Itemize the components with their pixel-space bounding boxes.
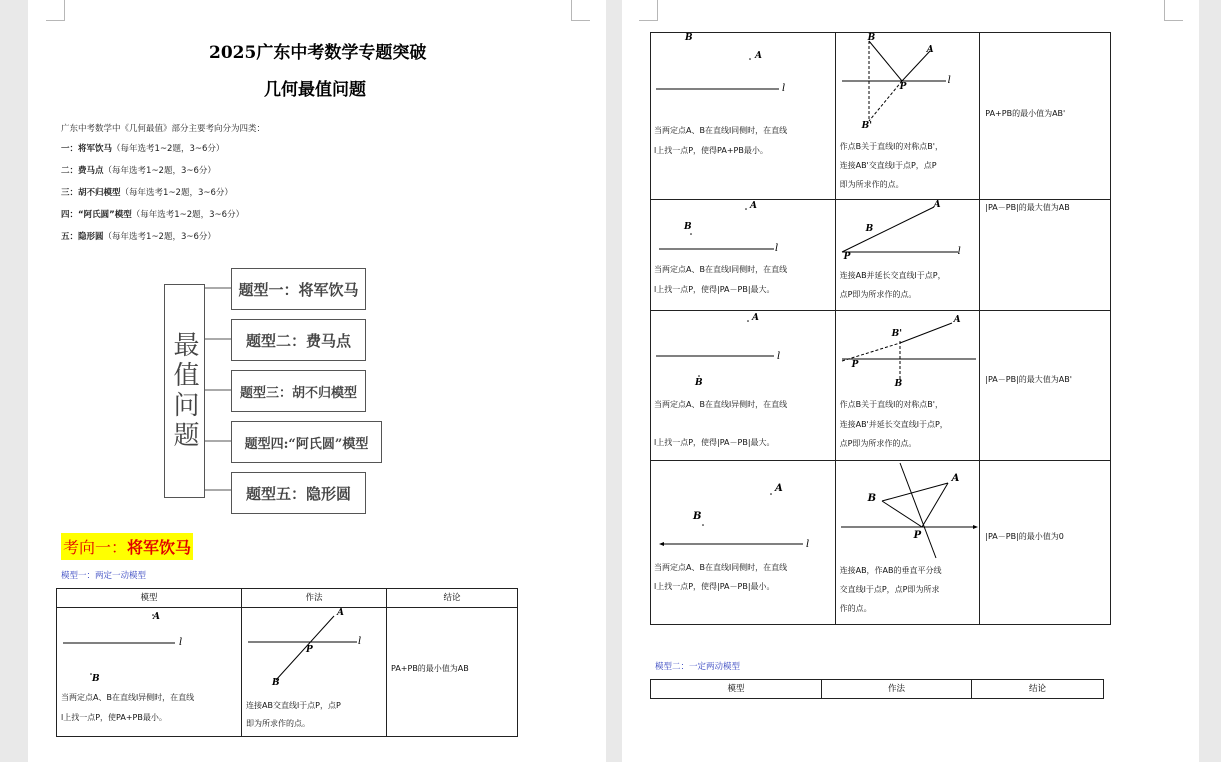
method-cell xyxy=(835,33,980,200)
method-text: 即为所求作的点。 xyxy=(246,719,310,728)
table-header: 作法 xyxy=(822,680,972,699)
method-text: 作点B关于直线l的对称点B'， xyxy=(839,400,943,409)
method-text: 作的点。 xyxy=(839,604,872,613)
label-l: l xyxy=(775,243,779,254)
diagram-branch-1: 题型一：将军饮马 xyxy=(231,268,366,310)
model-text: l上找一点P，使得|PA－PB|最大。 xyxy=(654,438,775,447)
model-text: l上找一点P，使PA+PB最小。 xyxy=(61,713,167,722)
model-text: 当两定点A、B在直线l同侧时，在直线 xyxy=(654,265,788,274)
conclusion-text: PA+PB的最小值为AB xyxy=(391,664,469,673)
method-text: 连接AB，作AB的垂直平分线 xyxy=(839,566,942,575)
label-l: l xyxy=(957,246,961,257)
label-p: P xyxy=(913,530,922,541)
label-b: B xyxy=(92,674,100,684)
diagram-branch-3: 题型三：胡不归模型 xyxy=(231,370,366,412)
label-b: B xyxy=(867,33,876,43)
label-l: l xyxy=(179,637,183,648)
intro-text: 广东中考数学中《几何最值》部分主要考向分为四类： xyxy=(61,124,266,134)
label-l: l xyxy=(947,75,951,86)
label-p: P xyxy=(843,252,851,262)
diagram-branch-4: 题型四:“阿氏圆”模型 xyxy=(231,421,382,463)
table-header: 模型 xyxy=(651,680,822,699)
method-text: 交直线l于点P，点P即为所求 xyxy=(839,585,940,594)
model2-table xyxy=(650,679,1104,699)
label-b: B xyxy=(693,511,702,522)
conclusion-cell xyxy=(387,608,518,737)
document-page-2 xyxy=(622,0,1199,762)
margin-corner-top-right xyxy=(571,0,590,21)
document-page-1 xyxy=(28,0,606,762)
model-text: 当两定点A、B在直线l同侧时，在直线 xyxy=(654,563,788,572)
margin-corner-top-left xyxy=(46,0,65,21)
label-p: P xyxy=(851,360,859,370)
model-cell xyxy=(651,33,836,200)
label-a: A xyxy=(775,483,783,494)
conclusion-text: |PA－PB|的最大值为AB' xyxy=(985,375,1072,384)
table-header: 作法 xyxy=(242,589,387,608)
label-p: P xyxy=(899,82,907,92)
margin-corner-top-right xyxy=(1164,0,1183,21)
label-b: B xyxy=(865,224,874,234)
method-text: 连接AB'交直线l于点P，点P xyxy=(839,161,937,170)
label-l: l xyxy=(358,636,362,647)
model-cell xyxy=(651,311,836,461)
page-title: 2025广东中考数学专题突破 xyxy=(209,43,427,63)
margin-corner-top-left xyxy=(639,0,658,21)
method-text: 即为所求作的点。 xyxy=(839,180,904,189)
table-row xyxy=(651,461,1111,625)
category-item: 五：隐形圆（每年选考1~2题，3~6分） xyxy=(61,232,216,242)
model-figure xyxy=(651,33,835,199)
section-heading: 考向一：将军饮马 xyxy=(61,533,193,560)
page-subtitle: 几何最值问题 xyxy=(264,80,366,100)
conclusion-cell xyxy=(980,311,1111,461)
category-item: 二：费马点（每年选考1~2题，3~6分） xyxy=(61,166,216,176)
model-text: l上找一点P，使得|PA－PB|最大。 xyxy=(654,285,775,294)
method-figure xyxy=(242,608,386,736)
category-item: 四：“阿氏圆”模型（每年选考1~2题，3~6分） xyxy=(61,210,245,220)
diagram-branch-5: 题型五：隐形圆 xyxy=(231,472,366,514)
label-a: A xyxy=(933,200,941,210)
method-cell xyxy=(835,461,980,625)
model-cell xyxy=(651,461,836,625)
model-text: 当两定点A、B在直线l异侧时，在直线 xyxy=(654,400,788,409)
model-text: l上找一点P，使得|PA－PB|最小。 xyxy=(654,582,775,591)
label-b: B xyxy=(272,678,280,688)
label-b: B xyxy=(685,33,693,43)
method-text: 连接AB'并延长交直线l于点P， xyxy=(839,420,948,429)
label-a: A xyxy=(926,45,934,55)
model2-title: 模型二：一定两动模型 xyxy=(655,662,741,672)
method-text: 作点B关于直线l的对称点B'， xyxy=(839,142,943,151)
category-item: 三：胡不归模型（每年选考1~2题，3~6分） xyxy=(61,188,233,198)
label-a: A xyxy=(153,612,160,622)
label-a: A xyxy=(953,315,961,325)
conclusion-text: |PA－PB|的最小值为0 xyxy=(985,532,1064,541)
label-a: A xyxy=(750,201,757,211)
label-b: B xyxy=(867,493,877,504)
method-cell xyxy=(835,200,980,311)
model1-table xyxy=(56,588,518,737)
table-row xyxy=(57,608,518,737)
model-cell xyxy=(57,608,242,737)
method-text: 连接AB交直线l于点P，点P xyxy=(246,701,341,710)
label-l: l xyxy=(806,539,810,550)
label-a: A xyxy=(337,608,344,618)
model1-title: 模型一：两定一动模型 xyxy=(61,571,147,581)
table-header: 结论 xyxy=(972,680,1104,699)
table-row xyxy=(651,33,1111,200)
label-a: A xyxy=(755,51,762,61)
method-text: 连接AB并延长交直线l于点P， xyxy=(839,271,946,280)
conclusion-cell xyxy=(980,200,1111,311)
category-item: 一：将军饮马（每年选考1~2题，3~6分） xyxy=(61,144,225,154)
method-cell xyxy=(835,311,980,461)
label-b-prime: B' xyxy=(891,329,902,339)
label-a: A xyxy=(951,473,960,484)
label-p: P xyxy=(306,645,313,655)
method-figure xyxy=(836,33,980,199)
diagram-connectors xyxy=(203,268,233,508)
label-l: l xyxy=(782,83,786,94)
method-text: 点P即为所求作的点。 xyxy=(839,290,917,299)
table-row xyxy=(651,200,1111,311)
conclusion-cell xyxy=(980,461,1111,625)
model-text: 当两定点A、B在直线l同侧时，在直线 xyxy=(654,126,788,135)
label-l: l xyxy=(777,351,781,362)
table-header: 模型 xyxy=(57,589,242,608)
diagram-branch-2: 题型二：费马点 xyxy=(231,319,366,361)
label-b: B xyxy=(695,378,703,388)
method-text: 点P即为所求作的点。 xyxy=(839,439,917,448)
model-text: l上找一点P，使得PA+PB最小。 xyxy=(654,146,768,155)
conclusion-cell xyxy=(980,33,1111,200)
method-cell xyxy=(242,608,387,737)
diagram-root: 最值问题 xyxy=(164,284,205,498)
model-text: 当两定点A、B在直线l异侧时，在直线 xyxy=(61,693,195,702)
label-b-prime: B' xyxy=(861,121,872,131)
label-b: B xyxy=(684,222,692,232)
label-b: B xyxy=(894,379,903,389)
method-figure xyxy=(836,461,980,624)
table-row xyxy=(651,311,1111,461)
conclusion-text: |PA－PB|的最大值为AB xyxy=(985,203,1070,212)
table-header: 结论 xyxy=(387,589,518,608)
model1-table-continued xyxy=(650,32,1111,625)
conclusion-text: PA+PB的最小值为AB' xyxy=(985,109,1066,118)
model-cell xyxy=(651,200,836,311)
label-a: A xyxy=(752,313,759,323)
